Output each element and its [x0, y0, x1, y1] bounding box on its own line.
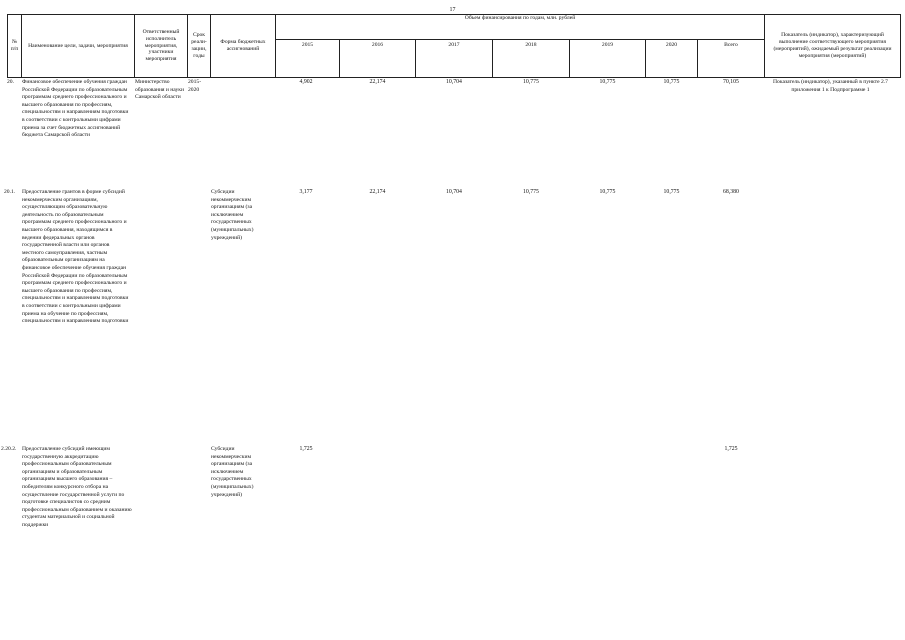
value-total: 70,105	[723, 79, 739, 85]
row-number: 20.	[7, 79, 14, 85]
row-name: Предоставление субсидий имеющим государственную аккредитацию профессиональным образовательным организациям и образовательным организациям высшего образования – победителям конкурсного отбора на осуществление государственной услуги по подготовке специалистов со средним профессиональным образованием и оказанию студентам материальной и социальной поддержки	[22, 446, 132, 528]
col-line	[900, 14, 901, 78]
value-2019: 10,775	[599, 79, 616, 85]
header-year: 2018	[525, 41, 537, 48]
value-total: 1,725	[724, 446, 738, 452]
page-number: 17	[449, 7, 456, 13]
row-number: 2.20.2.	[1, 446, 17, 452]
header-form: Форма бюджетных ассигнований	[220, 39, 266, 52]
header-bottom-border	[7, 77, 901, 78]
row-responsible: Министерство образования и науки Самарской области	[135, 79, 184, 101]
value-2020: 10,775	[663, 189, 680, 195]
header-name: Наименование цели, задачи, мероприятия	[28, 42, 128, 49]
header-volume: Объем финансирования по годам, млн. рублей	[464, 15, 576, 21]
row-term: 2015-2020	[188, 79, 202, 93]
value-2017: 10,704	[446, 189, 462, 195]
header-responsible: Ответственный исполнитель мероприятия, участники мероприятия	[142, 28, 180, 63]
value-2018: 10,775	[523, 79, 539, 85]
row-form: Субсидии некоммерческим организациям (за исключением государственных (муниципальных) учреждений)	[211, 446, 254, 498]
value-2015: 4,902	[299, 79, 313, 85]
table-header	[7, 14, 901, 78]
header-year: 2019	[601, 41, 614, 48]
header-indicator: Показатель (индикатор), характеризующий выполнение соответствующего мероприятия (мероприятий), ожидаемый результат реализации мероприятия (мероприятий)	[773, 32, 892, 59]
header-term: Срок реали-зации, годы	[191, 32, 207, 59]
value-2019: 10,775	[599, 189, 616, 195]
row-form: Субсидии некоммерческим организациям (за исключением государственных (муниципальных) учреждений)	[211, 189, 254, 241]
header-total: Всего	[724, 41, 738, 48]
value-2015: 1,725	[299, 446, 313, 452]
row-name: Финансовое обеспечение обучения граждан Российской Федерации по образовательным программам среднего профессионального и высшего образования по профессиям, специальностям и направлениям подготовки в соответствии с контрольными цифрами приема за счет бюджетных ассигнований бюджета Самарской области	[22, 79, 129, 139]
value-2017: 10,704	[446, 79, 462, 85]
value-2016: 22,174	[369, 79, 386, 85]
header-year: 2015	[301, 41, 314, 48]
value-2015: 3,177	[299, 189, 313, 195]
value-2018: 10,775	[523, 189, 539, 195]
value-2020: 10,775	[663, 79, 680, 85]
header-year: 2017	[448, 41, 460, 48]
value-total: 68,380	[723, 189, 739, 195]
row-indicator: Показатель (индикатор), указанный в пункте 2.7 приложения 1 к Подпрограмме 1	[773, 79, 888, 93]
row-number: 20.1.	[4, 189, 16, 195]
header-year: 2020	[665, 41, 678, 48]
header-year: 2016	[371, 41, 384, 48]
value-2016: 22,174	[369, 189, 386, 195]
row-name: Предоставление грантов в форме субсидий некоммерческим организациям, осуществляющим образовательную деятельность по образовательным программам среднего профессионального и высшего образования, находящимся в ведении федеральных органов государственной власти или органов местного самоуправления, частным образовательным организациям на финансовое обеспечение обучения граждан Российской Федерации по образовательным программам среднего профессионального и высшего образования по профессиям, специальностям и направлениям подготовки в соответствии с контрольными цифрами приема на обучение по профессиям, специальностям и направлениям подготовки	[22, 189, 129, 325]
header-num: № п/п	[10, 39, 19, 52]
